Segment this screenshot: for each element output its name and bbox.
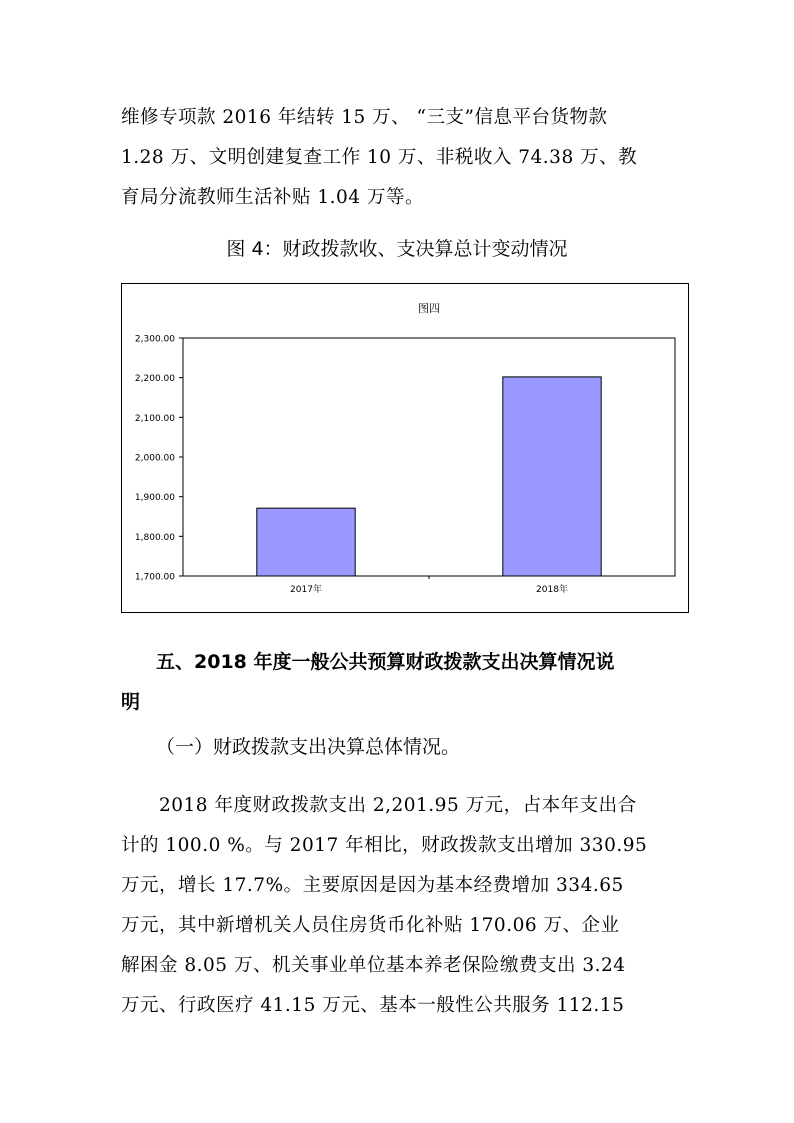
paragraph-2-line: 万元，增长 17.7%。主要原因是因为基本经费增加 334.65: [121, 875, 624, 896]
section-heading-line-2: 明: [121, 691, 141, 713]
paragraph-2-line: 2018 年度财政拨款支出 2,201.95 万元，占本年支出合: [159, 795, 637, 816]
bar-chart: [121, 283, 689, 613]
y-tick-label: 1,800.00: [134, 532, 175, 543]
paragraph-2-line: 计的 100.0 %。与 2017 年相比，财政拨款支出增加 330.95: [121, 835, 648, 856]
paragraph-2-line: 万元、行政医疗 41.15 万元、基本一般性公共服务 112.15: [121, 995, 625, 1016]
y-tick-label: 2,200.00: [134, 374, 175, 385]
x-tick-label: 2017年: [290, 585, 322, 595]
paragraph-1-line: 育局分流教师生活补贴 1.04 万等。: [121, 187, 424, 208]
y-tick-label: 2,000.00: [134, 453, 175, 464]
figure-caption: 图 4：财政拨款收、支决算总计变动情况: [226, 238, 568, 260]
x-tick-label: 2018年: [536, 585, 568, 595]
y-tick-label: 2,300.00: [134, 334, 175, 345]
paragraph-2: [121, 786, 674, 1026]
bar: [503, 377, 601, 576]
paragraph-1-line: 维修专项款 2016 年结转 15 万、 “三支”信息平台货物款: [121, 107, 608, 128]
bar-chart-svg: [122, 284, 690, 614]
y-tick-label: 2,100.00: [134, 413, 175, 424]
chart-title: 图四: [418, 302, 440, 315]
section-heading: [121, 642, 691, 722]
paragraph-1: [121, 98, 674, 218]
y-tick-label: 1,700.00: [134, 572, 175, 583]
section-heading-line-1: 五、2018 年度一般公共预算财政拨款支出决算情况说: [156, 651, 615, 673]
bar: [257, 508, 355, 576]
paragraph-2-line: 万元，其中新增机关人员住房货币化补贴 170.06 万、企业: [121, 915, 620, 936]
y-tick-label: 1,900.00: [134, 493, 175, 504]
paragraph-1-line: 1.28 万、文明创建复查工作 10 万、非税收入 74.38 万、教: [121, 147, 638, 168]
subsection-heading: （一）财政拨款支出决算总体情况。: [156, 736, 461, 758]
paragraph-2-line: 解困金 8.05 万、机关事业单位基本养老保险缴费支出 3.24: [121, 955, 626, 976]
